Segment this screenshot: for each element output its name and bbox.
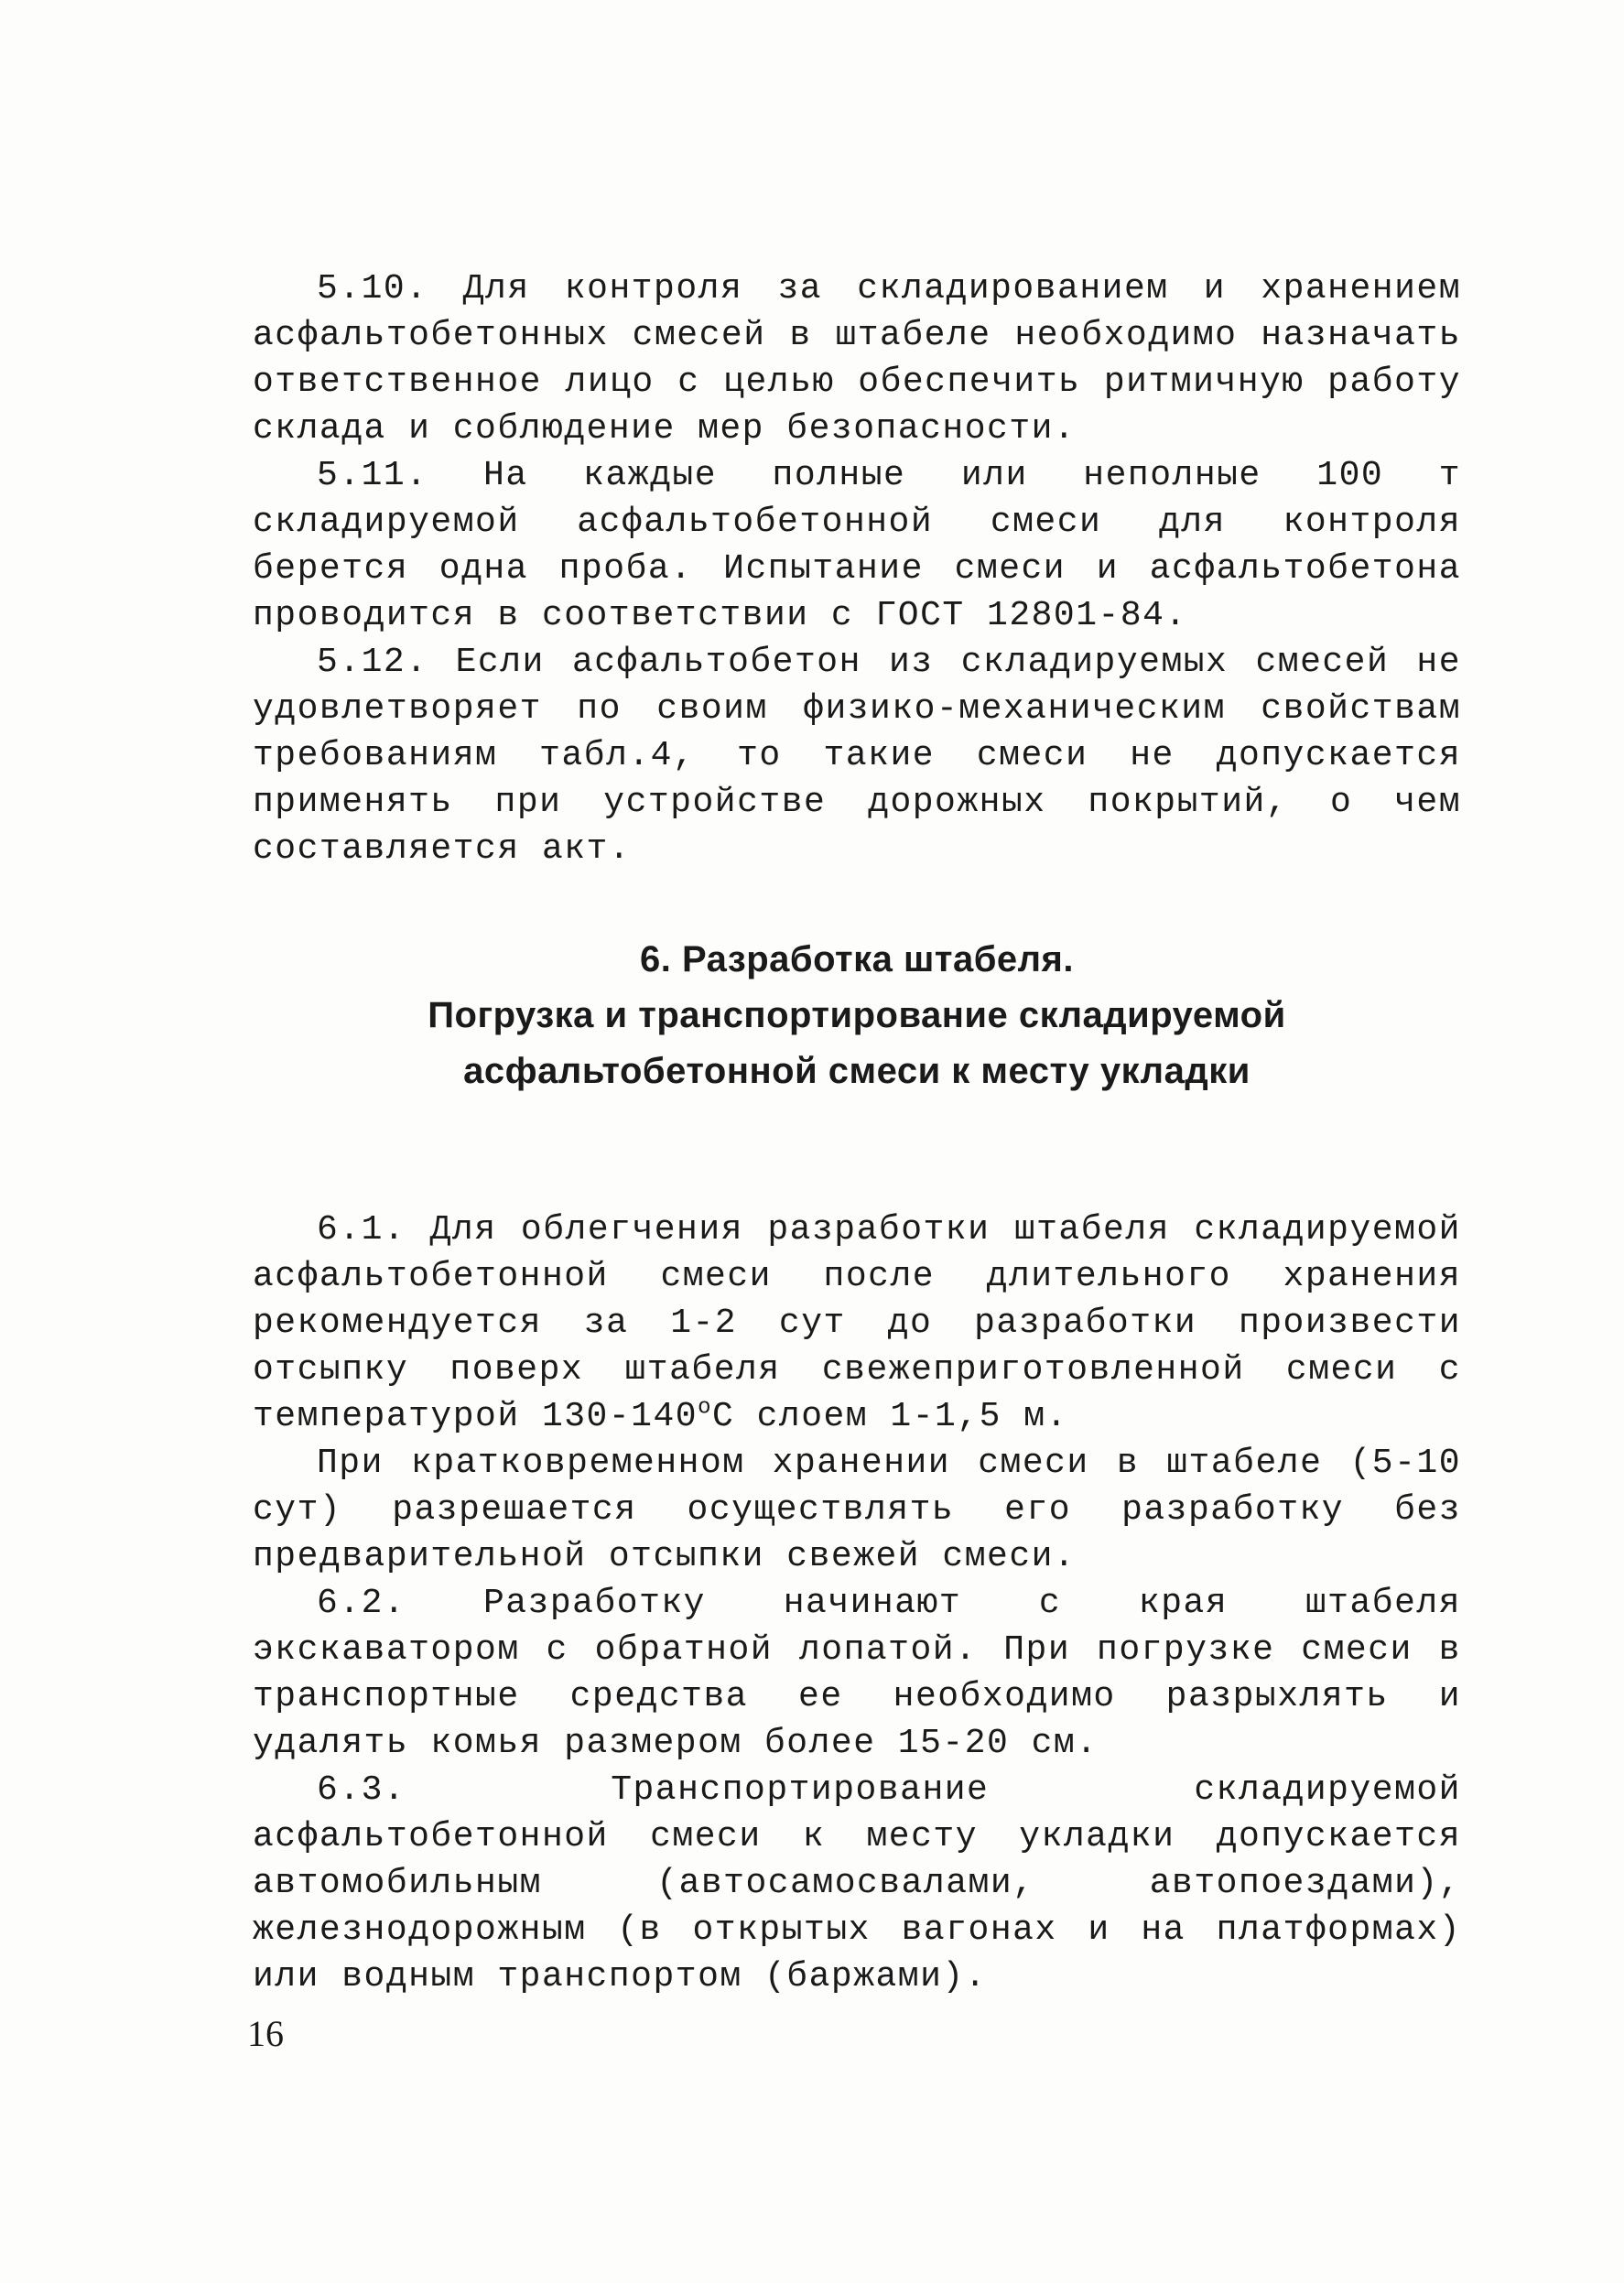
paragraph-5-11: 5.11. На каждые полные или неполные 100 т складируемой асфальтобетонной смеси для контроля берется одна проба. Испытание смеси и асфальтобетона проводится в соответствии с ГОСТ 12801-84.	[253, 456, 1461, 635]
section-6-heading	[253, 932, 1461, 1099]
paragraph-6-3: 6.3. Транспортирование складируемой асфальтобетонной смеси к месту укладки допускается автомобильным (автосамосвалами, автопоездами), железнодорожным (в открытых вагонах и на платформах) или водным транспортом (баржами).	[253, 1770, 1461, 1996]
paragraph-6-1-text: 6.1. Для облегчения разработки штабеля складируемой асфальтобетонной смеси после длительного хранения рекомендуется за 1-2 сут до разработки произвести отсыпку поверх штабеля свежеприготовленной смеси с температурой 130-140	[253, 1210, 1461, 1436]
page-number: 16	[247, 2013, 284, 2054]
heading-line-2: Погрузка и транспортирование складируемой	[428, 995, 1286, 1035]
paragraph-5-12: 5.12. Если асфальтобетон из складируемых смесей не удовлетворяет по своим физико-механическим свойствам требованиям табл.4, то такие смеси не допускается применять при устройстве дорожных покрытий, о чем составляется акт.	[253, 643, 1461, 869]
section-5-text	[253, 265, 1461, 872]
paragraph-6-1-continued: При кратковременном хранении смеси в штабеле (5-10 сут) разрешается осуществлять его разработку без предварительной отсыпки свежей смеси.	[253, 1444, 1461, 1576]
heading-line-1: 6. Разработка штабеля.	[639, 939, 1075, 979]
section-6-text	[253, 1206, 1461, 2000]
paragraph-6-1-tail: С слоем 1-1,5 м.	[711, 1397, 1068, 1436]
heading-line-3: асфальтобетонной смеси к месту укладки	[463, 1051, 1250, 1091]
paragraph-5-10: 5.10. Для контроля за складированием и хранением асфальтобетонных смесей в штабеле необходимо назначать ответственное лицо с целью обеспечить ритмичную работу склада и соблюдение мер безопасности.	[253, 269, 1461, 449]
paragraph-6-2: 6.2. Разработку начинают с края штабеля экскаватором с обратной лопатой. При погрузке смеси в транспортные средства ее необходимо разрыхлять и удалять комья размером более 15-20 см.	[253, 1584, 1461, 1763]
degree-sign: o	[698, 1395, 712, 1421]
paragraph-6-1	[253, 1206, 1461, 1440]
